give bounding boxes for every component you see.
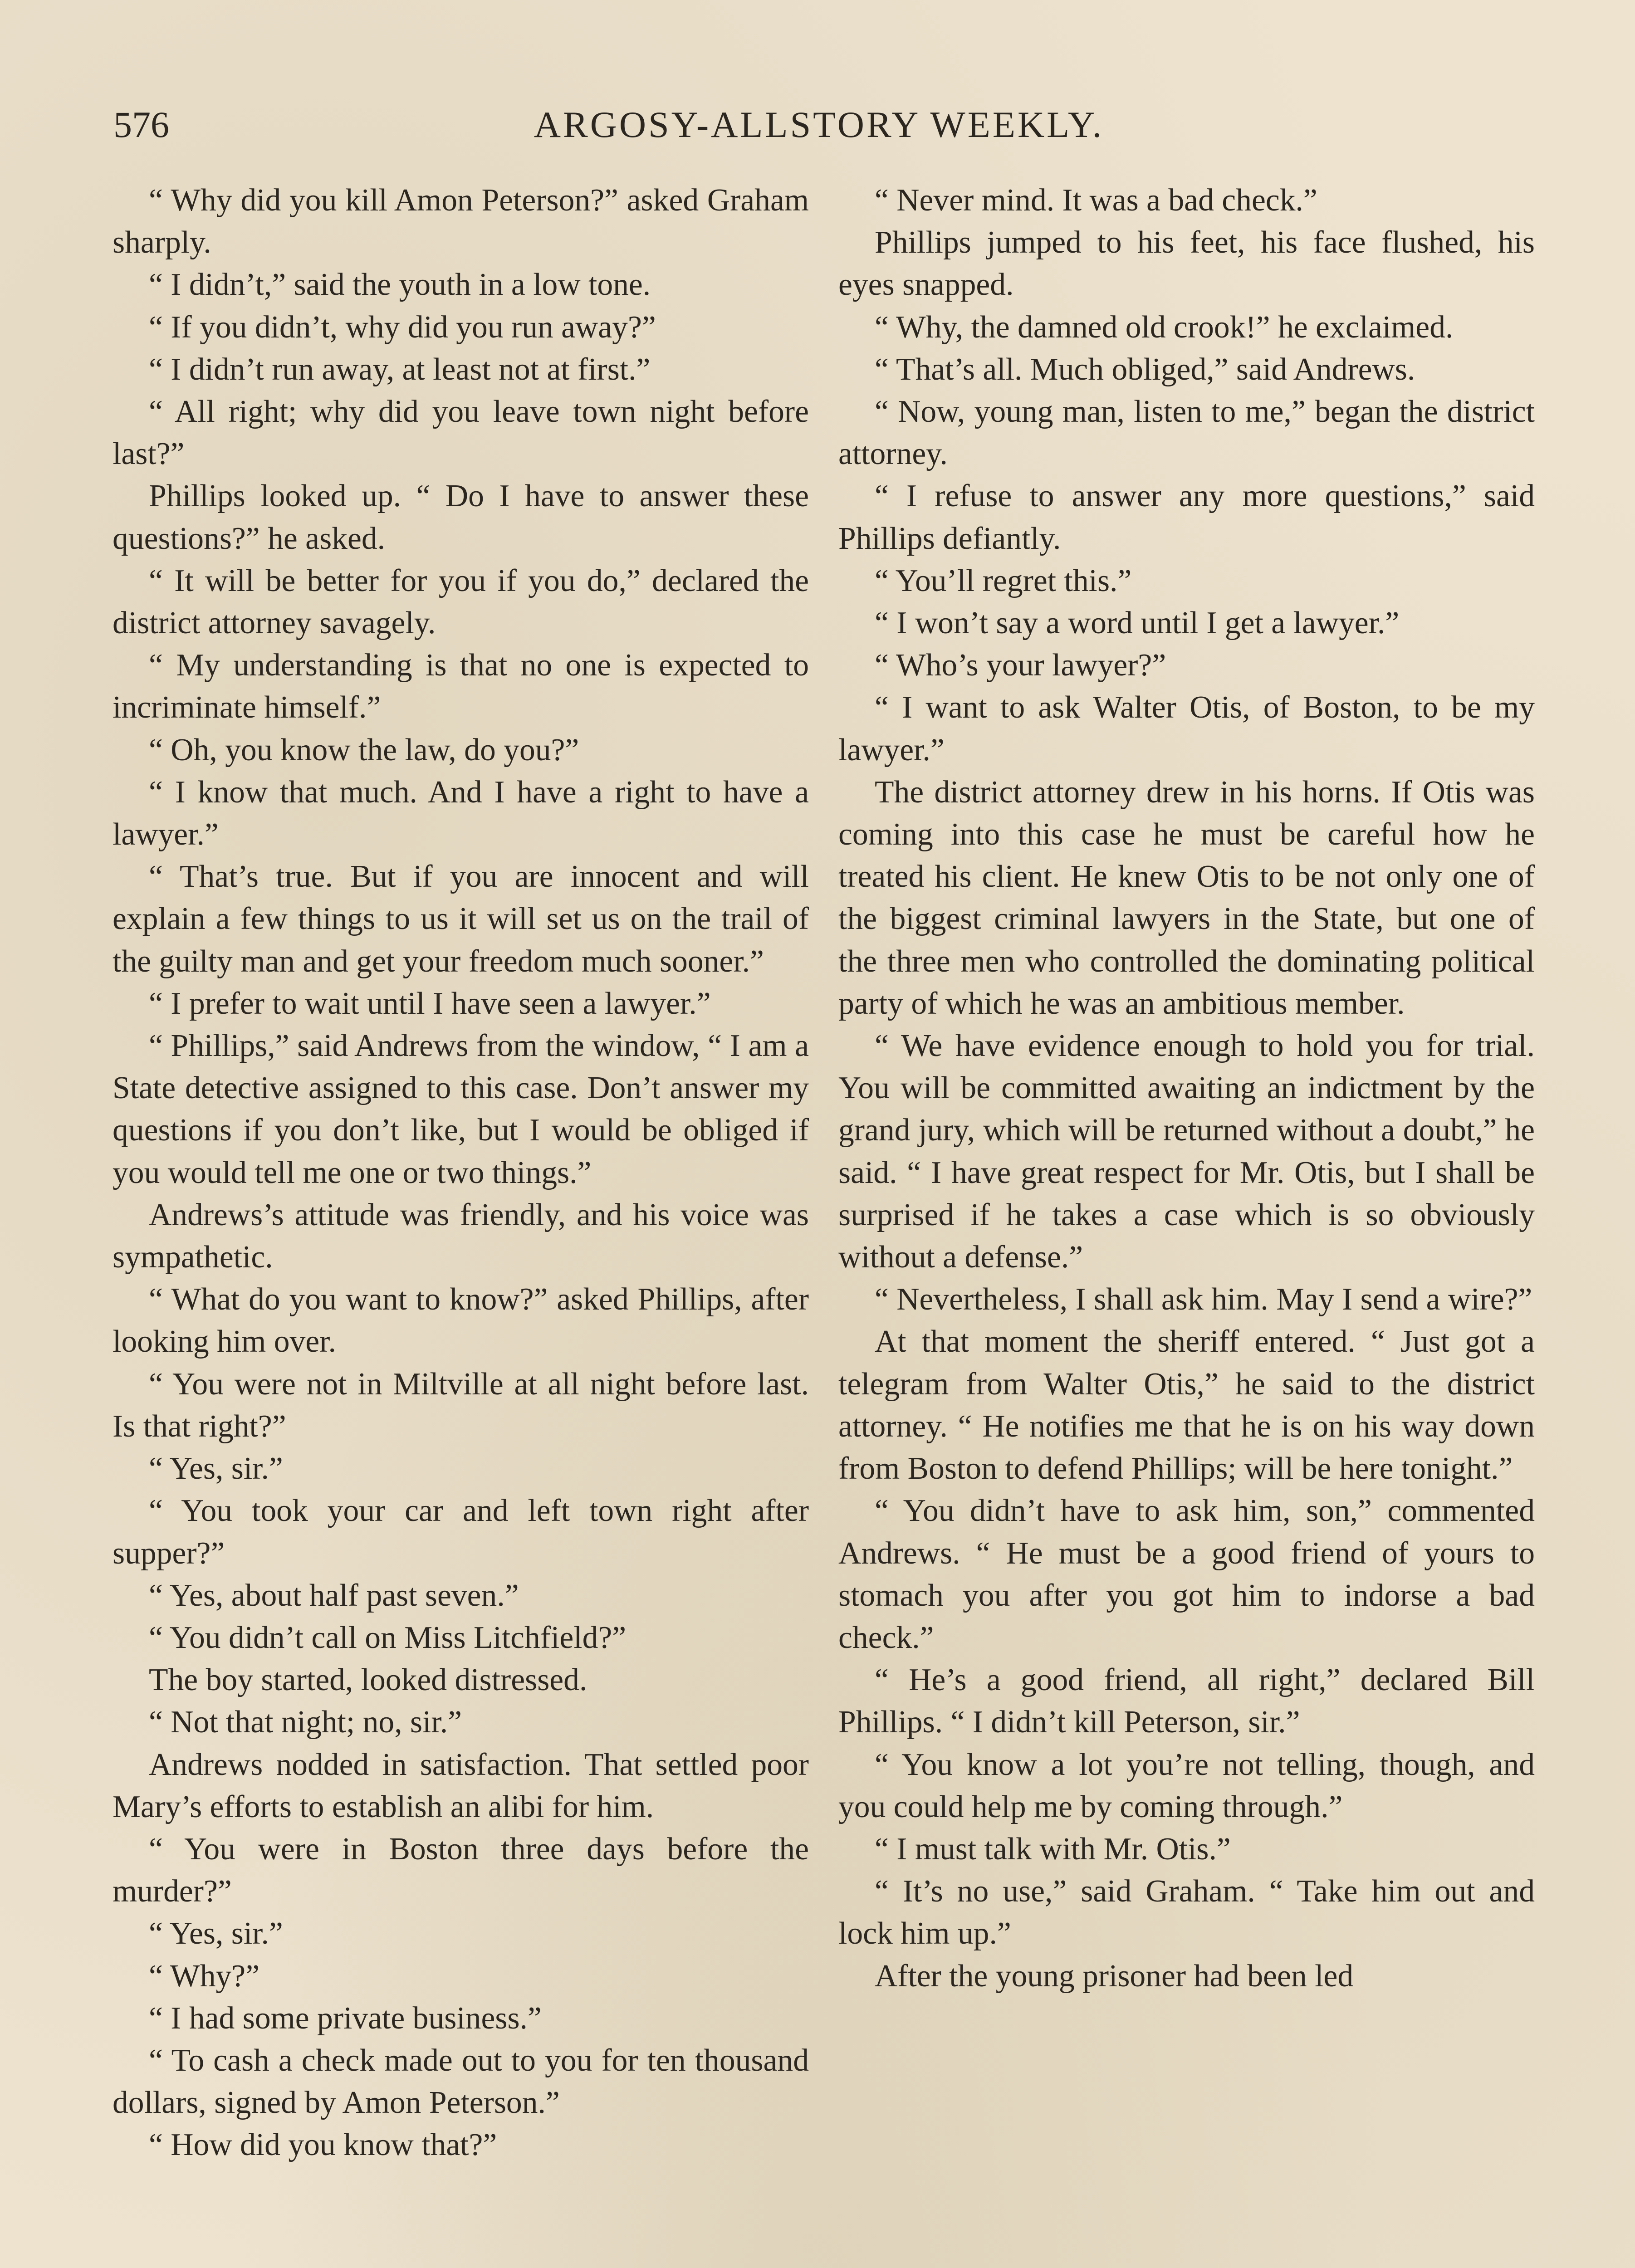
paragraph: Phillips looked up. “ Do I have to answer these questions?” he asked.	[113, 479, 809, 556]
paragraph: “ I won’t say a word until I get a lawyer.”	[875, 606, 1400, 641]
paragraph: “ You were not in Miltville at all night before last. Is that right?”	[113, 1366, 809, 1444]
paragraph: “ I didn’t,” said the youth in a low tone.	[149, 267, 651, 303]
paragraph: “ I had some private business.”	[149, 2000, 542, 2036]
paragraph: After the young prisoner had been led	[875, 1958, 1354, 1994]
paragraph: “ To cash a check made out to you for ten thousand dollars, signed by Amon Peterson.”	[113, 2043, 809, 2121]
paragraph: Andrews’s attitude was friendly, and his voice was sympathetic.	[113, 1197, 809, 1275]
paragraph: Andrews nodded in satisfaction. That settled poor Mary’s efforts to establish an alibi for him.	[113, 1747, 809, 1824]
paragraph: “ That’s all. Much obliged,” said Andrews.	[875, 352, 1415, 387]
paragraph: “ Why, the damned old crook!” he exclaimed.	[875, 309, 1454, 345]
paragraph: “ If you didn’t, why did you run away?”	[149, 309, 656, 345]
paragraph: “ I know that much. And I have a right to have a lawyer.”	[113, 774, 809, 852]
page-number: 576	[113, 104, 169, 145]
paragraph: The district attorney drew in his horns. If Otis was coming into this case he must be careful how he treated his client. He knew Otis to be not only one of the biggest criminal lawyers in the State, but one of the three men who controlled the dominating political party of which he was an ambitious member.	[838, 774, 1535, 1021]
paragraph: “ How did you know that?”	[149, 2127, 497, 2163]
paragraph: “ Nevertheless, I shall ask him. May I send a wire?”	[875, 1282, 1532, 1317]
right-column	[838, 179, 1535, 1997]
paragraph: The boy started, looked distressed.	[149, 1662, 587, 1698]
paragraph: “ Never mind. It was a bad check.”	[875, 183, 1317, 218]
paragraph: “ I didn’t run away, at least not at first.”	[149, 352, 651, 387]
paragraph: “ Phillips,” said Andrews from the window, “ I am a State detective assigned to this case. Don’t answer my questions if you don’t like, but I would be obliged if you would tell me one or two things.”	[113, 1028, 809, 1190]
paragraph: “ Yes, sir.”	[149, 1916, 283, 1951]
paragraph: “ You’ll regret this.”	[875, 563, 1132, 598]
paragraph: “ My understanding is that no one is expected to incriminate himself.”	[113, 648, 809, 725]
paragraph: “ He’s a good friend, all right,” declared Bill Phillips. “ I didn’t kill Peterson, sir.”	[838, 1662, 1535, 1740]
paragraph: “ Not that night; no, sir.”	[149, 1705, 462, 1740]
paragraph: “ You didn’t have to ask him, son,” commented Andrews. “ He must be a good friend of yours to stomach you after you got him to indorse a bad check.”	[838, 1493, 1535, 1655]
paragraph: “ Yes, sir.”	[149, 1451, 283, 1486]
paragraph: “ Why did you kill Amon Peterson?” asked Graham sharply.	[113, 183, 809, 260]
paragraph: “ I must talk with Mr. Otis.”	[875, 1831, 1231, 1867]
page-header	[113, 91, 1524, 159]
paragraph: “ All right; why did you leave town night before last?”	[113, 394, 809, 472]
paragraph: “ Why?”	[149, 1958, 260, 1994]
paragraph: “ You know a lot you’re not telling, though, and you could help me by coming through.”	[838, 1747, 1535, 1824]
paragraph: Phillips jumped to his feet, his face flushed, his eyes snapped.	[838, 225, 1535, 303]
paragraph: “ Oh, you know the law, do you?”	[149, 732, 579, 767]
paragraph: “ Who’s your lawyer?”	[875, 648, 1166, 683]
paragraph: “ I want to ask Walter Otis, of Boston, to be my lawyer.”	[838, 690, 1535, 767]
paragraph: “ It will be better for you if you do,” declared the district attorney savagely.	[113, 563, 809, 641]
paragraph: “ What do you want to know?” asked Phillips, after looking him over.	[113, 1282, 809, 1359]
paragraph: “ I prefer to wait until I have seen a lawyer.”	[149, 986, 711, 1021]
paragraph: “ You took your car and left town right after supper?”	[113, 1493, 809, 1571]
paragraph: “ You didn’t call on Miss Litchfield?”	[149, 1620, 627, 1655]
left-column	[113, 179, 809, 2166]
paragraph: “ You were in Boston three days before the murder?”	[113, 1831, 809, 1909]
paragraph: “ We have evidence enough to hold you for trial. You will be committed awaiting an indictment by the grand jury, which will be returned without a doubt,” he said. “ I have great respect for Mr. Otis, but I shall be surprised if he takes a case which is so obviously without a defense.”	[838, 1028, 1535, 1275]
paragraph: “ I refuse to answer any more questions,” said Phillips defiantly.	[838, 479, 1535, 556]
paragraph: “ Now, young man, listen to me,” began the district attorney.	[838, 394, 1535, 472]
paragraph: “ It’s no use,” said Graham. “ Take him out and lock him up.”	[838, 1874, 1535, 1951]
paragraph: At that moment the sheriff entered. “ Just got a telegram from Walter Otis,” he said to the district attorney. “ He notifies me that he is on his way down from Boston to defend Phillips; will be here tonight.”	[838, 1324, 1535, 1486]
paragraph: “ That’s true. But if you are innocent and will explain a few things to us it will set us on the trail of the guilty man and get your freedom much sooner.”	[113, 859, 809, 979]
running-title: ARGOSY-ALLSTORY WEEKLY.	[534, 104, 1104, 145]
paragraph: “ Yes, about half past seven.”	[149, 1578, 519, 1613]
